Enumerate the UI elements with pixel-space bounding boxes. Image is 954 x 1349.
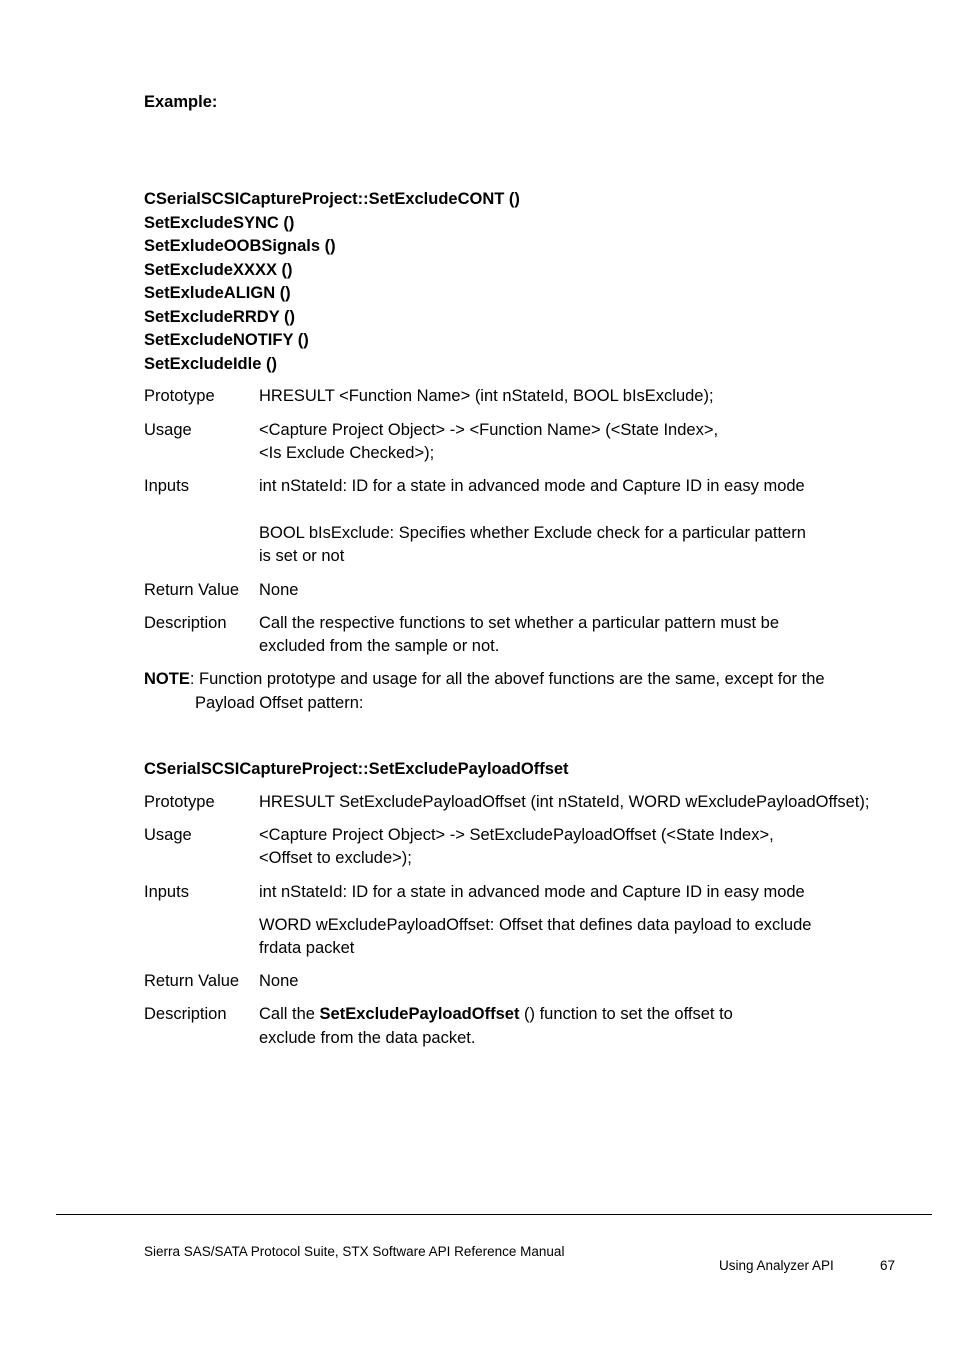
function-name: SetExcludeSYNC () — [144, 213, 295, 232]
inputs-value-line1: int nStateId: ID for a state in advanced mode and Capture ID in easy mode — [259, 883, 805, 901]
footer-page-number: 67 — [880, 1258, 896, 1273]
note-text-line2: Payload Offset pattern: — [195, 694, 364, 712]
function-name: SetExcludeNOTIFY () — [144, 331, 309, 349]
description-line1: Call the respective functions to set whether a particular pattern must be — [259, 614, 780, 632]
description-label: Description — [144, 1005, 227, 1023]
function-name: SetExludeALIGN () — [144, 284, 291, 302]
section2-function-name: CSerialSCSICaptureProject::SetExcludePayloadOffset — [144, 760, 569, 778]
function-name: CSerialSCSICaptureProject::SetExcludeCONT () — [144, 190, 520, 208]
prototype-label: Prototype — [144, 387, 215, 405]
inputs-label: Inputs — [144, 883, 189, 901]
usage-value-line2: <Is Exclude Checked>); — [259, 444, 435, 462]
function-name: SetExcludeRRDY () — [144, 307, 295, 326]
inputs-label: Inputs — [144, 477, 189, 495]
prototype-label: Prototype — [144, 793, 215, 811]
inputs-value-line2: BOOL bIsExclude: Specifies whether Exclude check for a particular pattern — [259, 524, 806, 542]
description-text: Call the — [259, 1005, 320, 1023]
inputs-value-line3: frdata packet — [259, 939, 355, 957]
section1-function-list — [144, 188, 520, 376]
return-value: None — [259, 581, 299, 599]
inputs-value-line1: int nStateId: ID for a state in advanced mode and Capture ID in easy mode — [259, 477, 805, 495]
description-label: Description — [144, 614, 227, 632]
inputs-value-line2: WORD wExcludePayloadOffset: Offset that defines data payload to exclude — [259, 916, 812, 934]
return-value: None — [259, 972, 299, 990]
note-text-line1: : Function prototype and usage for all the abovef functions are the same, except for the — [189, 670, 825, 688]
inputs-value-line3: is set or not — [259, 547, 345, 565]
function-name: SetExcludeIdle () — [144, 354, 277, 373]
prototype-value: HRESULT <Function Name> (int nStateId, BOOL bIsExclude); — [259, 387, 714, 405]
function-name: SetExcludeXXXX () — [144, 260, 293, 279]
return-value-label: Return Value — [144, 972, 240, 990]
footer-manual-title: Sierra SAS/SATA Protocol Suite, STX Software API Reference Manual — [144, 1244, 565, 1259]
function-name: SetExludeOOBSignals () — [144, 237, 336, 255]
usage-value-line1: <Capture Project Object> -> SetExcludePayloadOffset (<State Index>, — [259, 826, 774, 844]
footer-section-name: Using Analyzer API — [719, 1258, 834, 1273]
usage-label: Usage — [144, 421, 192, 439]
usage-label: Usage — [144, 826, 192, 844]
description-line2: excluded from the sample or not. — [259, 637, 500, 655]
note-paragraph — [144, 668, 825, 691]
function-name-inline: SetExcludePayloadOffset — [319, 1005, 520, 1023]
usage-value-line1: <Capture Project Object> -> <Function Name> (<State Index>, — [259, 421, 719, 439]
example-label: Example: — [144, 93, 218, 111]
footer-divider — [56, 1214, 932, 1215]
return-value-label: Return Value — [144, 581, 240, 599]
description-line2: exclude from the data packet. — [259, 1029, 476, 1047]
note-label: NOTE — [144, 670, 190, 688]
usage-value-line2: <Offset to exclude>); — [259, 849, 412, 867]
description-line1 — [259, 1003, 733, 1026]
prototype-value: HRESULT SetExcludePayloadOffset (int nStateId, WORD wExcludePayloadOffset); — [259, 793, 870, 811]
description-text: () function to set the offset to — [519, 1005, 733, 1023]
